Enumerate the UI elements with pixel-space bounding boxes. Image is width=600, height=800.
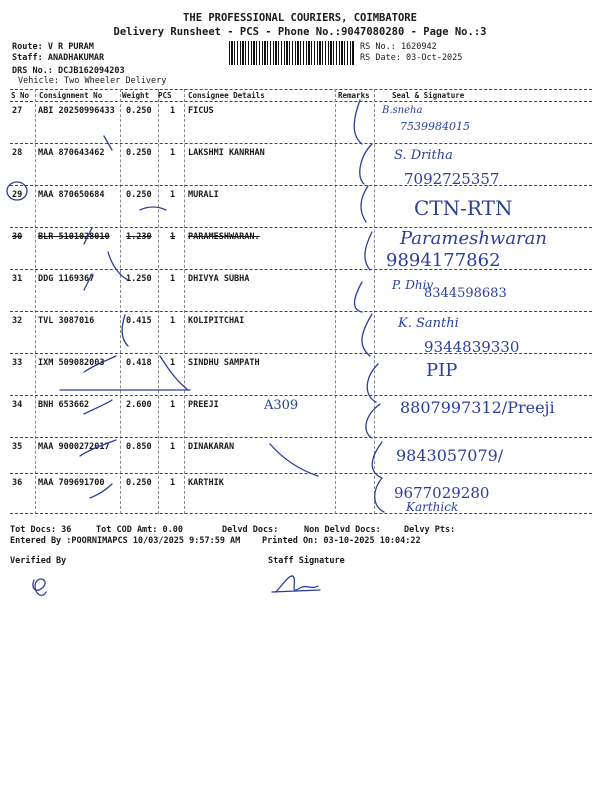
col-header-remarks: Remarks (338, 91, 370, 100)
col-header-pcs: PCS (158, 91, 172, 100)
handwritten-phone: 7539984015 (400, 120, 470, 133)
handwritten-phone: 8344598683 (424, 286, 507, 301)
handwritten-phone: 7092725357 (404, 170, 500, 188)
row-consignee: FICUS (188, 106, 214, 116)
handwritten-name: P. Dhiv (392, 278, 434, 292)
handwritten-name: S. Dritha (394, 148, 453, 163)
row-weight: 2.600 (126, 400, 152, 410)
handwritten-phone: 9843057079/ (396, 446, 504, 465)
route-label: Route: V R PURAM (12, 42, 94, 52)
handwritten-phone: 8807997312/Preeji (400, 398, 555, 417)
vehicle-label: Vehicle: Two Wheeler Delivery (18, 76, 167, 86)
col-header-consignment: Consignment No (39, 91, 103, 100)
row-consignee: KOLIPITCHAI (188, 316, 245, 326)
col-header-seal-signature: Seal & Signature (392, 91, 465, 100)
total-cod-amount: Tot COD Amt: 0.00 (96, 525, 183, 535)
handwritten-note: A309 (264, 398, 299, 413)
total-docs: Tot Docs: 36 (10, 525, 72, 535)
row-weight: 0.850 (126, 442, 152, 452)
row-consignee: DHIVYA SUBHA (188, 274, 250, 284)
row-consignment-no: BLR 5101028010 (38, 232, 110, 242)
rs-number: RS No.: 1620942 (360, 42, 437, 52)
row-weight: 0.415 (126, 316, 152, 326)
row-consignment-no: TVL 3087016 (38, 316, 95, 326)
verified-by-label: Verified By (10, 556, 67, 566)
row-pcs: 1 (170, 274, 176, 284)
row-pcs: 1 (170, 358, 176, 368)
row-consignment-no: IXM 509082003 (38, 358, 105, 368)
row-consignee: SINDHU SAMPATH (188, 358, 260, 368)
entered-by: Entered By :POORNIMAPCS 10/03/2025 9:57:59 AM (10, 536, 241, 546)
row-weight: 1.250 (126, 274, 152, 284)
row-sno: 32 (12, 316, 23, 326)
row-pcs: 1 (170, 232, 176, 242)
row-consignment-no: MAA 709691700 (38, 478, 105, 488)
row-consignee: DINAKARAN (188, 442, 235, 452)
delivered-docs: Delvd Docs: (222, 525, 279, 535)
row-consignee: PREEJI (188, 400, 219, 410)
row-sno: 27 (12, 106, 23, 116)
row-consignee: PARAMESHWARAN. (188, 232, 260, 242)
row-pcs: 1 (170, 148, 176, 158)
handwritten-name: B.sneha (382, 105, 423, 116)
handwritten-phone: 9344839330 (424, 338, 520, 356)
row-sno: 34 (12, 400, 23, 410)
rs-date: RS Date: 03-Oct-2025 (360, 53, 463, 63)
printed-on: Printed On: 03-10-2025 10:04:22 (262, 536, 421, 546)
row-weight: 0.250 (126, 106, 152, 116)
row-weight: 1.230 (126, 232, 152, 242)
row-consignment-no: MAA 9000272017 (38, 442, 110, 452)
row-sno: 30 (12, 232, 23, 242)
staff-signature-label: Staff Signature (268, 556, 345, 566)
delivery-points: Delvy Pts: (404, 525, 456, 535)
row-pcs: 1 (170, 478, 176, 488)
row-sno: 28 (12, 148, 23, 158)
row-consignment-no: MAA 870643462 (38, 148, 105, 158)
row-sno: 29 (12, 190, 23, 200)
row-sno: 33 (12, 358, 23, 368)
drs-label: DRS No.: DCJB162094203 (12, 66, 125, 76)
document-subtitle: Delivery Runsheet - PCS - Phone No.:9047080280 - Page No.:3 (113, 26, 487, 38)
row-weight: 0.418 (126, 358, 152, 368)
row-weight: 0.250 (126, 148, 152, 158)
row-sno: 35 (12, 442, 23, 452)
row-sno: 36 (12, 478, 23, 488)
staff-label: Staff: ANADHAKUMAR (12, 53, 105, 63)
handwritten-phone: 9894177862 (386, 250, 501, 271)
row-pcs: 1 (170, 316, 176, 326)
row-consignment-no: BNH 653662 (38, 400, 90, 410)
row-sno: 31 (12, 274, 23, 284)
row-consignment-no: ABI 20250996433 (38, 106, 115, 116)
row-weight: 0.250 (126, 478, 152, 488)
handwritten-name: Parameshwaran (400, 228, 547, 249)
row-consignee: KARTHIK (188, 478, 224, 488)
row-weight: 0.250 (126, 190, 152, 200)
col-header-consignee: Consignee Details (188, 91, 265, 100)
col-header-weight: Weight (122, 91, 150, 100)
row-pcs: 1 (170, 106, 176, 116)
handwritten-phone: 9677029280 (394, 484, 490, 502)
col-header-sno: S No (11, 91, 30, 100)
row-pcs: 1 (170, 190, 176, 200)
row-consignment-no: MAA 870650684 (38, 190, 105, 200)
row-pcs: 1 (170, 442, 176, 452)
handwritten-name: Karthick (406, 500, 459, 514)
non-delivered-docs: Non Delvd Docs: (304, 525, 381, 535)
row-consignee: LAKSHMI KANRHAN (188, 148, 265, 158)
row-consignee: MURALI (188, 190, 219, 200)
document-title: THE PROFESSIONAL COURIERS, COIMBATORE (183, 12, 417, 24)
row-pcs: 1 (170, 400, 176, 410)
handwritten-note: PIP (426, 360, 458, 381)
handwritten-name: K. Santhi (398, 316, 459, 331)
handwritten-note: CTN-RTN (414, 196, 513, 220)
row-consignment-no: DDG 1169367 (38, 274, 95, 284)
